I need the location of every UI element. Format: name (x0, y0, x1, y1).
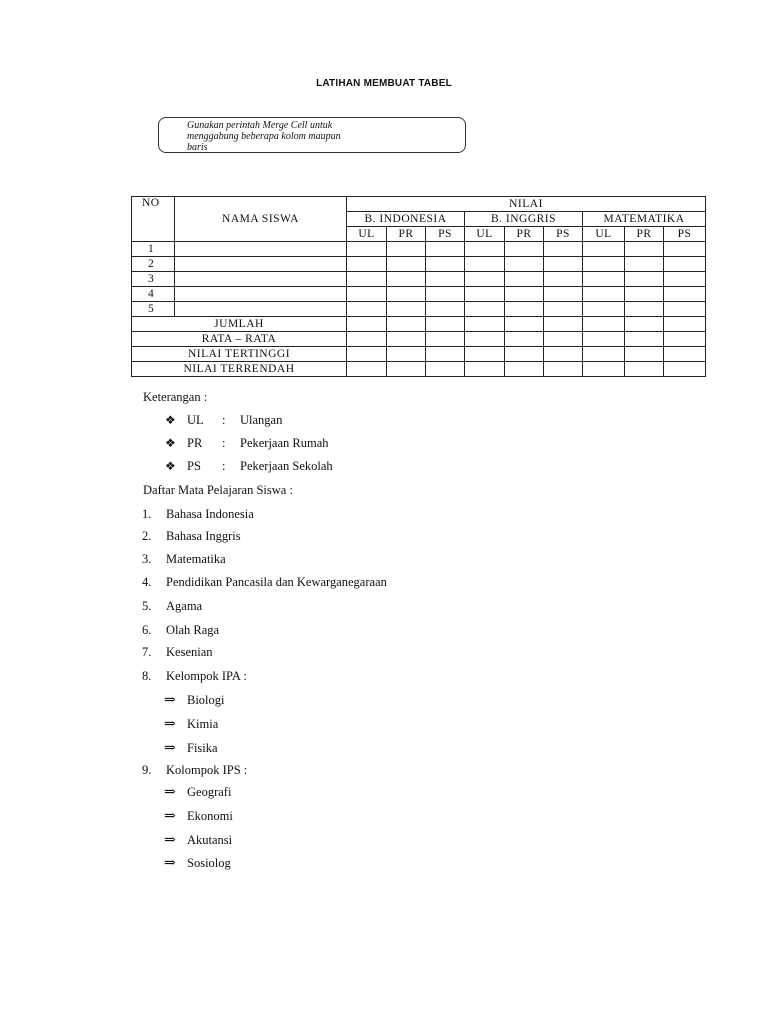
table-row (132, 287, 706, 302)
row-number: 5 (132, 302, 175, 317)
summary-row (132, 317, 706, 332)
double-arrow-icon: ⇒ (164, 856, 176, 871)
header-ul: UL (465, 227, 505, 242)
diamond-bullet-icon: ❖ (165, 413, 176, 427)
header-ps: PS (664, 227, 706, 242)
double-arrow-icon: ⇒ (164, 741, 176, 756)
double-arrow-icon: ⇒ (164, 717, 176, 732)
legend-desc: Pekerjaan Rumah (240, 436, 329, 450)
row-number: 1 (132, 242, 175, 257)
table-row (132, 257, 706, 272)
double-arrow-icon: ⇒ (164, 693, 176, 708)
diamond-bullet-icon: ❖ (165, 459, 176, 473)
row-number: 2 (132, 257, 175, 272)
list-number: 4. (142, 575, 152, 589)
list-number: 7. (142, 645, 152, 659)
row-number: 4 (132, 287, 175, 302)
list-item: Pendidikan Pancasila dan Kewarganegaraan (166, 575, 387, 589)
summary-nilai-tertinggi: NILAI TERTINGGI (132, 347, 347, 362)
merge-cell-note (158, 117, 466, 153)
list-number: 9. (142, 763, 152, 777)
list-item: Kesenian (166, 645, 213, 659)
list-item: Kelompok IPA : (166, 669, 247, 683)
sub-list-item: Fisika (187, 741, 218, 755)
sub-list-item: Geografi (187, 785, 232, 799)
list-number: 3. (142, 552, 152, 566)
page-title: LATIHAN MEMBUAT TABEL (316, 78, 452, 89)
header-ps: PS (544, 227, 583, 242)
list-item: Kolompok IPS : (166, 763, 248, 777)
header-nilai: NILAI (347, 197, 706, 212)
sub-list-item: Ekonomi (187, 809, 233, 823)
list-number: 2. (142, 529, 152, 543)
legend-abbr: UL (187, 413, 204, 427)
summary-rata-rata: RATA – RATA (132, 332, 347, 347)
header-subject-matematika: MATEMATIKA (583, 212, 706, 227)
sub-list-item: Biologi (187, 693, 225, 707)
header-ul: UL (583, 227, 625, 242)
list-item: Matematika (166, 552, 226, 566)
header-subject-b-indonesia: B. INDONESIA (347, 212, 465, 227)
list-item: Olah Raga (166, 623, 220, 637)
legend-abbr: PR (187, 436, 203, 450)
header-pr: PR (387, 227, 426, 242)
list-number: 6. (142, 623, 152, 637)
double-arrow-icon: ⇒ (164, 833, 176, 848)
header-nama-siswa: NAMA SISWA (175, 197, 347, 242)
note-line: baris (187, 142, 208, 153)
row-number: 3 (132, 272, 175, 287)
sub-list-item: Sosiolog (187, 856, 231, 870)
list-number: 8. (142, 669, 152, 683)
summary-nilai-terrendah: NILAI TERRENDAH (132, 362, 347, 377)
list-number: 1. (142, 507, 152, 521)
summary-row (132, 347, 706, 362)
keterangan-heading: Keterangan : (143, 390, 208, 404)
list-item: Bahasa Indonesia (166, 507, 254, 521)
header-pr: PR (505, 227, 544, 242)
legend-colon: : (222, 436, 226, 450)
table-row (132, 272, 706, 287)
table-row (132, 242, 706, 257)
summary-row (132, 332, 706, 347)
legend-abbr: PS (187, 459, 201, 473)
daftar-heading: Daftar Mata Pelajaran Siswa : (143, 483, 293, 497)
summary-row (132, 362, 706, 377)
note-line: Gunakan perintah Merge Cell untuk (187, 120, 333, 131)
list-item: Bahasa Inggris (166, 529, 241, 543)
legend-desc: Ulangan (240, 413, 283, 427)
header-ps: PS (426, 227, 465, 242)
double-arrow-icon: ⇒ (164, 809, 176, 824)
legend-desc: Pekerjaan Sekolah (240, 459, 333, 473)
table-row (132, 302, 706, 317)
legend-colon: : (222, 459, 226, 473)
diamond-bullet-icon: ❖ (165, 436, 176, 450)
sub-list-item: Kimia (187, 717, 219, 731)
double-arrow-icon: ⇒ (164, 785, 176, 800)
summary-jumlah: JUMLAH (132, 317, 347, 332)
header-no: NO (132, 197, 175, 242)
header-pr: PR (625, 227, 664, 242)
nilai-table (131, 196, 706, 377)
list-number: 5. (142, 599, 152, 613)
header-ul: UL (347, 227, 387, 242)
sub-list-item: Akutansi (187, 833, 233, 847)
list-item: Agama (166, 599, 203, 613)
legend-colon: : (222, 413, 226, 427)
header-subject-b-inggris: B. INGGRIS (465, 212, 583, 227)
note-line: menggabung beberapa kolom maupun (187, 131, 341, 142)
